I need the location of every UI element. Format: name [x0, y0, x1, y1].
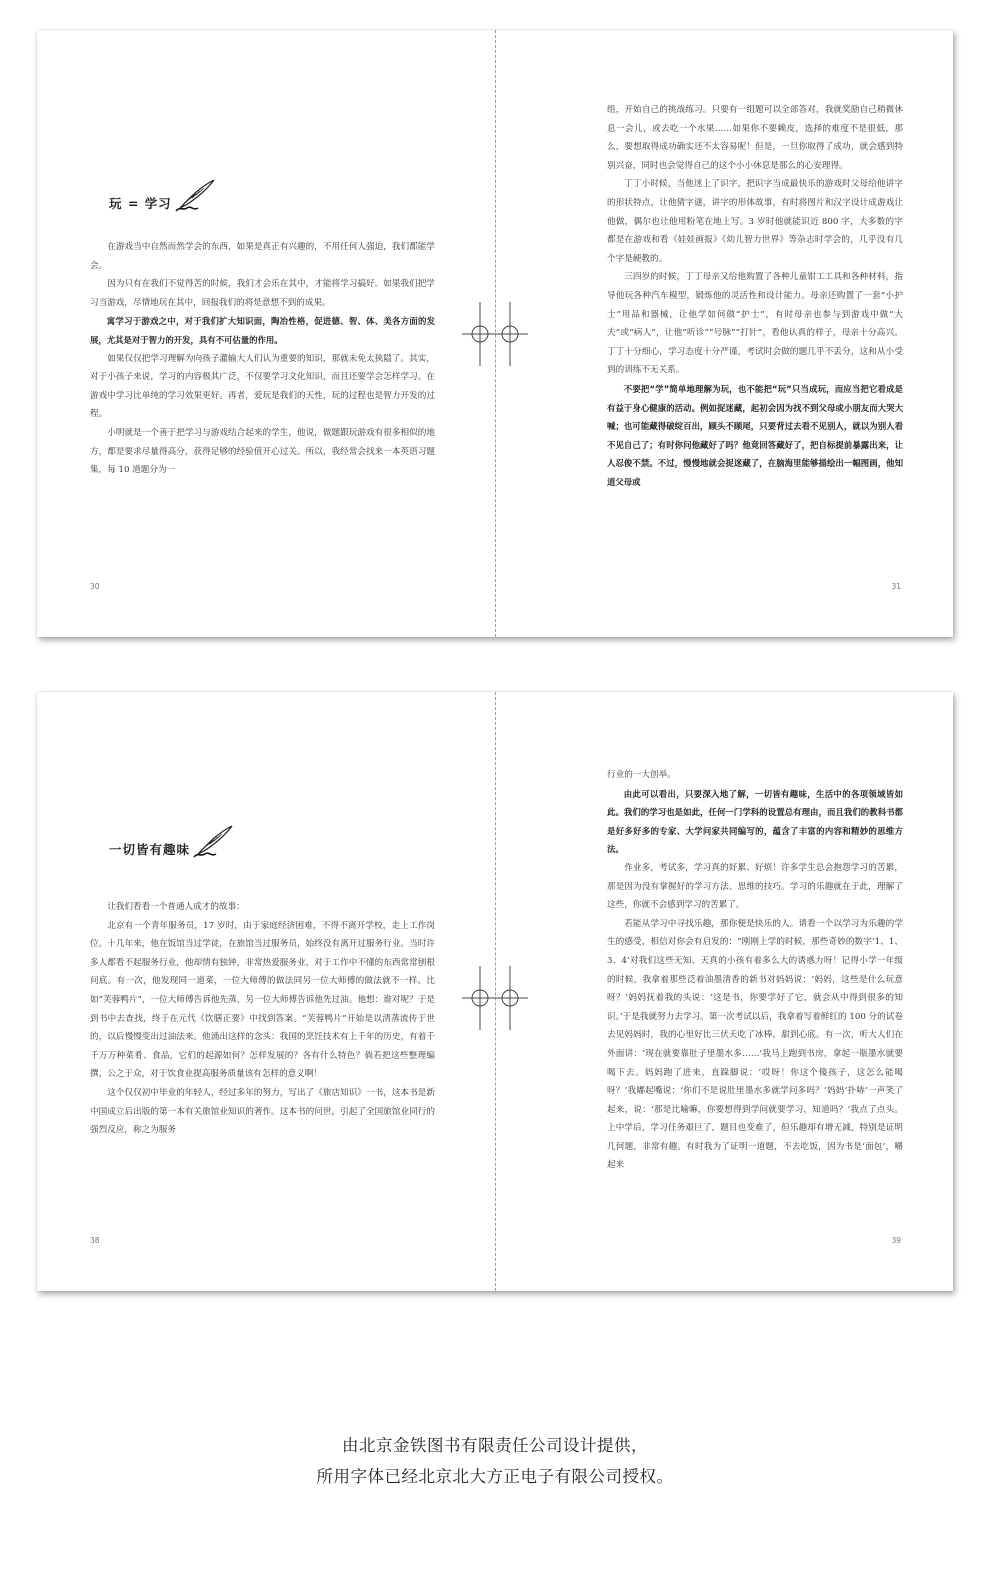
paragraph: 三四岁的时候，丁丁母亲又给他购置了各种儿童钳工工具和各种材料，指导他玩各种汽车模型，锻炼他的灵活性和设计能力。母亲还购置了一套“小护士”用品和器械，让他学如何做“护士”，有时母亲也参与到游戏中做“大夫”或“病人”，让他“听诊”“号脉”“打针”，看他认真的样子，母亲十分高兴。丁丁十分细心，学习态度十分严谨，考试时会做的题几乎不丢分，这和从小受到的训练不无关系。	[607, 272, 903, 376]
paragraph: 丁丁小时候，当他迷上了识字，把识字当成最快乐的游戏时父母给他讲字的形状特点，让他猜字谜，讲字的形体故事，有时将图片和汉字设计成游戏让他做，偶尔也让他用粉笔在地上写。3 岁时他就能识近 800 字，大多数的字都是在游戏和看《娃娃画报》《幼儿智力世界》等杂志时学会的，几乎没有几个字是硬教的。	[607, 179, 903, 264]
paragraph: 小明就是一个善于把学习与游戏结合起来的学生，他说，做题跟玩游戏有很多相似的地方，都是要求尽量得高分，获得足够的经验值开心过关。所以，我经常会找来一本英语习题集，每 10 道题分为一	[90, 427, 435, 476]
quill-pen-icon	[192, 824, 236, 858]
registration-mark-icon	[462, 966, 530, 1030]
page-number: 30	[90, 582, 100, 591]
page-body-text	[607, 766, 903, 1175]
paragraph: 作业多，考试多，学习真的好累、好烦！许多学生总会抱怨学习的苦累，那是因为没有掌握好的学习方法、思维的技巧。学习的乐趣就在于此，理解了这些，你就不会感到学习的苦累了。	[607, 862, 903, 911]
page-number: 38	[90, 1236, 100, 1245]
heading-text: 一切皆有趣味	[109, 842, 191, 857]
paragraph: 因为只有在我们不觉得苦的时候，我们才会乐在其中，才能将学习搞好。如果我们把学习当游戏，尽情地玩在其中，回报我们的将是意想不到的成果。	[90, 279, 435, 308]
page-38	[37, 692, 495, 1291]
heading-text: 玩 = 学习	[109, 196, 172, 211]
paragraph: 若能从学习中寻找乐趣，那你便是快乐的人。请看一个以学习为乐趣的学生的感受，相信对你会有启发的：“刚刚上学的时候，那些奇妙的数字‘1、1、3、4’对我们这些无知、天真的小孩有着多么大的诱惑力呀！记得小学一年级的时候，我拿着那些泛着油墨清香的新书对妈妈说：‘妈妈，这些是什么玩意呀？’妈妈抚着我的头说：‘这是书，你要学好了它，就会从中得到很多的知识。’于是我就努力去学习。第一次考试以后，我拿着写着鲜红的 100 分的试卷去见妈妈时，我的心里好比三伏天吃了冰棒，甜到心底。有一次，听大人们在外面讲：‘现在就要靠肚子里墨水多……’我马上跑到书房，拿起一瓶墨水就要喝下去。妈妈跑了进来，直跺脚说：‘哎呀！你这个傻孩子，这怎么能喝呀？’我嘟起嘴说：‘你们不是说肚里墨水多就学问多吗？’妈妈‘扑哧’一声笑了起来，说：‘那是比喻嘛，你要想得到学问就要学习，知道吗？’我点了点头。上中学后，学习任务艰巨了，题目也变难了，但乐趣却有增无减，特别是证明几何题，非常有趣。有时我为了证明一道题，不去吃饭，因为书是‘面包’，嚼起来	[607, 918, 903, 1171]
paragraph: 不要把“学”简单地理解为玩，也不能把“玩”只当成玩，而应当把它看成是有益于身心健康的活动。例如捉迷藏，起初会因为找不到父母或小朋友而大哭大喊；也可能藏得破绽百出，顾头不顾尾，只要背过去看不见别人，就以为别人看不见自己了；有时你问他藏好了吗？他竟回答藏好了，把自标提前暴露出来，让人忍俊不禁。不过，慢慢地就会捉迷藏了，在脑海里能够描绘出一幅图画，他知道父母或	[607, 383, 903, 487]
page-number: 31	[891, 582, 901, 591]
paragraph: 在游戏当中自然而然学会的东西，如果是真正有兴趣的，不用任何人强迫，我们都能学会。	[90, 242, 435, 271]
registration-mark-icon	[462, 302, 530, 366]
page-body-text	[90, 898, 435, 1140]
paragraph: 让我们看看一个普通人成才的故事：	[107, 902, 245, 912]
page-number: 39	[891, 1236, 901, 1245]
page-body-text	[607, 101, 903, 491]
credit-line-1: 由北京金铁图书有限责任公司设计提供，	[342, 1436, 648, 1455]
paragraph: 北京有一个青年服务员，17 岁时，由于家庭经济困难，不得不离开学校，走上工作岗位。十几年来，他在饭馆当过学徒，在旅馆当过服务员，始终没有离开过服务行业。当时许多人都看不起服务行业，他却情有独钟，非常热爱服务业，对于工作中不懂的东西常常刨根问底。有一次，他发现同一道菜，一位大师傅的做法同另一位大师傅的做法就不一样。比如“芙蓉鸭片”，一位大师傅告诉他先蒸，另一位大师傅告诉他先过油。他想：谁对呢？于是到书中去查找，终于在元代《饮膳正要》中找到答案。“芙蓉鸭片”开始是以清蒸流传于世的，以后慢慢变出过油法来。他涌出这样的念头：我国的烹饪技术有上千年的历史，有着千千万万种菜肴、食品，它们的起源如何？怎样发展的？各有什么特色？倘若把这些整理编撰，公之于众，对于饮食业提高服务质量该有怎样的意义啊！	[90, 920, 435, 1080]
page-body-text	[90, 238, 435, 480]
paragraph: 寓学习于游戏之中，对于我们扩大知识面，陶冶性格，促进德、智、体、美各方面的发展，尤其是对于智力的开发，具有不可估量的作用。	[90, 316, 435, 345]
paragraph: 组，开始自己的挑战练习。只要有一组题可以全部答对，我就奖励自己稍微休息一会儿，或去吃一个水果……如果你不要赖皮，选择的难度不是很低，那么，要想取得成功确实还不太容易呢！但是，一旦你取得了成功，就会感到特别兴奋，同时也会觉得自己的这个小小休息是那么的心安理得。	[607, 105, 903, 171]
quill-pen-icon	[174, 178, 218, 212]
section-heading	[109, 178, 218, 212]
paragraph: 行业的一大创举。	[607, 770, 676, 780]
page-30	[37, 30, 495, 637]
paragraph: 这个仅仅初中毕业的年轻人，经过多年的努力，写出了《旅店知识》一书，这本书是新中国成立后出版的第一本有关旅馆业知识的著作。这本书的问世，引起了全国旅馆业同行的强烈反应，称之为服务	[90, 1087, 435, 1136]
page-31	[495, 30, 953, 637]
paragraph: 由此可以看出，只要深入地了解，一切皆有趣味，生活中的各项领域皆如此。我们的学习也是如此，任何一门学科的设置总有理由，而且我们的教科书都是好多好多的专家、大学问家共同编写的，蕴含了丰富的内容和精妙的思维方法。	[607, 788, 903, 855]
paragraph: 如果仅仅把学习理解为向孩子灌输大人们认为重要的知识，那就未免太狭隘了。其实，对于小孩子来说，学习的内容极其广泛，不仅要学习文化知识，而且还要学会怎样学习。在游戏中学习比单纯的学习效果更好。再者，爱玩是我们的天性，玩的过程也是智力开发的过程。	[90, 353, 435, 420]
page-39	[495, 692, 953, 1291]
section-heading	[109, 824, 236, 858]
credit-line-2: 所用字体已经北京北大方正电子有限公司授权。	[316, 1467, 674, 1486]
